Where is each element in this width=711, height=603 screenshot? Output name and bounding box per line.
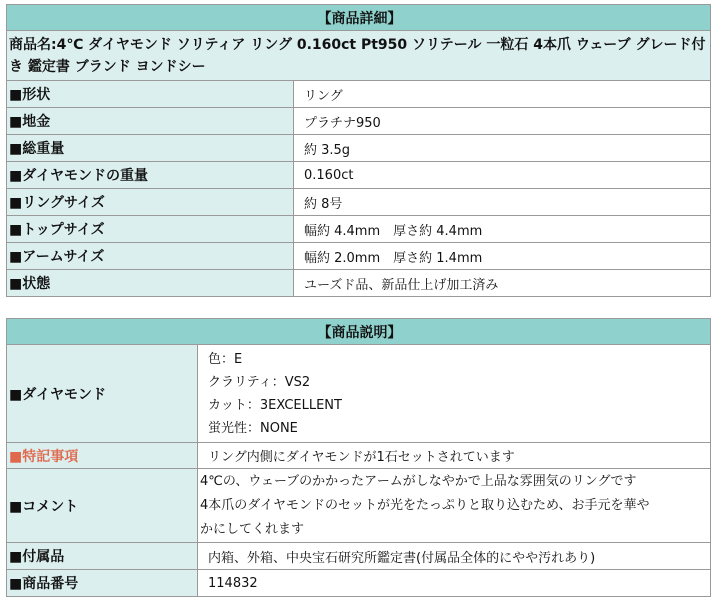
total-weight-value: 約 3.5g [294, 135, 711, 162]
diamond-cut: カット：3EXCELLENT [208, 397, 342, 413]
product-details-table [6, 4, 711, 297]
diamond-clarity: クラリティ：VS2 [208, 374, 311, 390]
special-notes-label: ■特記事項 [7, 443, 198, 469]
accessories-value: 内箱、外箱、中央宝石研究所鑑定書(付属品全体的にやや汚れあり) [198, 543, 711, 570]
comment-text [198, 469, 711, 543]
total-weight-label: ■総重量 [7, 135, 294, 162]
details-header: 【商品詳細】 [7, 5, 711, 31]
item-number-label: ■商品番号 [7, 570, 198, 597]
comment-line-3: かにしてくれます [200, 521, 305, 537]
condition-label: ■状態 [7, 270, 294, 297]
diamond-weight-value: 0.160ct [294, 162, 711, 189]
diamond-specs [198, 345, 711, 443]
comment-label: ■コメント [7, 469, 198, 543]
ring-size-value: 約 8号 [294, 189, 711, 216]
diamond-weight-label: ■ダイヤモンドの重量 [7, 162, 294, 189]
description-header: 【商品説明】 [7, 319, 711, 345]
item-number-value: 114832 [198, 570, 711, 597]
shape-label: ■形状 [7, 81, 294, 108]
top-size-label: ■トップサイズ [7, 216, 294, 243]
comment-line-1: 4℃の、ウェーブのかかったアームがしなやかで上品な雰囲気のリングです [200, 473, 637, 489]
diamond-fluorescence: 蛍光性：NONE [208, 420, 298, 436]
special-notes-value: リング内側にダイヤモンドが1石セットされています [198, 443, 711, 469]
condition-value: ユーズド品、新品仕上げ加工済み [294, 270, 711, 297]
product-name: 商品名:4℃ ダイヤモンド ソリティア リング 0.160ct Pt950 ソリテール 一粒石 4本爪 ウェーブ グレード付き 鑑定書 ブランド ヨンドシー [7, 31, 711, 81]
arm-size-value: 幅約 2.0mm 厚さ約 1.4mm [294, 243, 711, 270]
metal-value: プラチナ950 [294, 108, 711, 135]
metal-label: ■地金 [7, 108, 294, 135]
diamond-color: 色：E [208, 351, 243, 367]
ring-size-label: ■リングサイズ [7, 189, 294, 216]
product-description-table [6, 318, 711, 597]
arm-size-label: ■アームサイズ [7, 243, 294, 270]
diamond-label: ■ダイヤモンド [7, 345, 198, 443]
accessories-label: ■付属品 [7, 543, 198, 570]
shape-value: リング [294, 81, 711, 108]
top-size-value: 幅約 4.4mm 厚さ約 4.4mm [294, 216, 711, 243]
comment-line-2: 4本爪のダイヤモンドのセットが光をたっぷりと取り込むため、お手元を華や [200, 497, 650, 513]
